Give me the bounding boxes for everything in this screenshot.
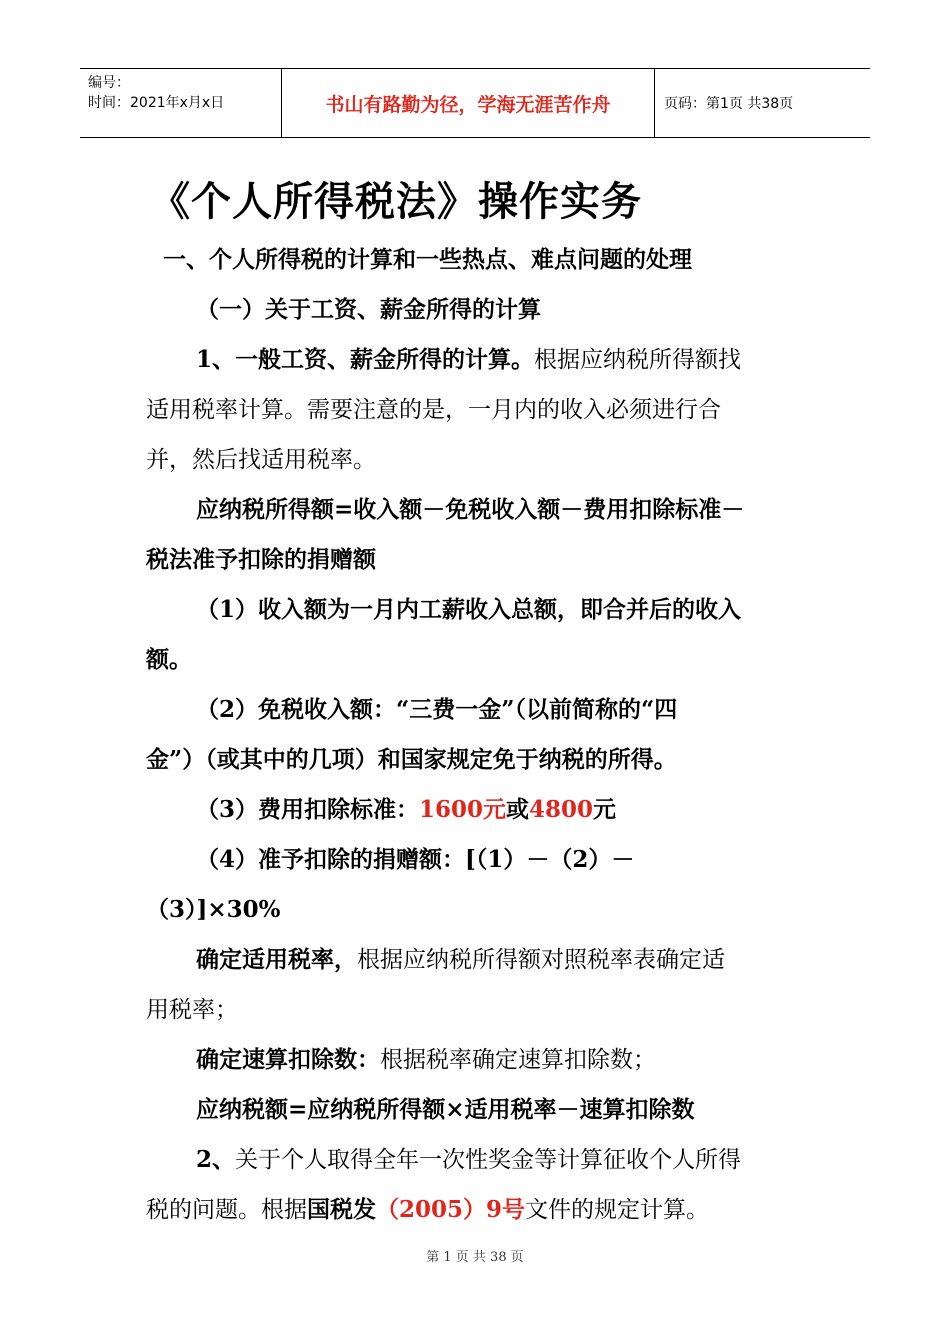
formula-line: 应纳税所得额=收入额－免税收入额－费用扣除标准－ bbox=[196, 496, 745, 523]
list-item: 金”）（或其中的几项）和国家规定免于纳税的所得。 bbox=[146, 746, 677, 773]
step-heading: 确定适用税率， bbox=[196, 946, 357, 973]
paragraph-text: 文件的规定计算。 bbox=[525, 1197, 710, 1223]
paragraph-text: 根据应纳税所得额找 bbox=[534, 347, 742, 373]
list-item-text: 或 bbox=[506, 796, 530, 823]
document-reference: 国税发 bbox=[307, 1196, 376, 1223]
highlight-value: 4800 bbox=[529, 796, 594, 823]
paragraph-text: 根据应纳税所得额对照税率表确定适 bbox=[357, 947, 725, 973]
list-item: 额。 bbox=[146, 646, 192, 673]
paragraph-text: 根据税率确定速算扣除数； bbox=[380, 1047, 656, 1073]
subsection-heading: （一）关于工资、薪金所得的计算 bbox=[196, 296, 541, 323]
formula-line: 应纳税额=应纳税所得额×适用税率－速算扣除数 bbox=[196, 1096, 695, 1123]
paragraph-line bbox=[146, 1196, 709, 1224]
highlight-value: 1600元 bbox=[419, 796, 507, 823]
paragraph-text: 税的问题。根据 bbox=[146, 1197, 307, 1223]
list-item bbox=[196, 796, 616, 824]
paragraph-line: 用税率； bbox=[146, 997, 238, 1023]
list-item-text: （3）费用扣除标准： bbox=[196, 796, 420, 823]
time-label: 时间：2021年x月x日 bbox=[88, 95, 225, 111]
document-title: 《个人所得税法》操作实务 bbox=[150, 178, 642, 225]
paragraph-text: 关于个人取得全年一次性奖金等计算征收个人所得 bbox=[235, 1147, 742, 1173]
header-motto: 书山有路勤为径，学海无涯苦作舟 bbox=[325, 93, 611, 116]
number-label: 编号： bbox=[88, 75, 130, 91]
item-heading: 1、一般工资、薪金所得的计算。 bbox=[196, 346, 535, 373]
formula-line: 税法准予扣除的捐赠额 bbox=[146, 546, 376, 573]
list-item: （1）收入额为一月内工薪收入总额，即合并后的收入 bbox=[196, 596, 742, 623]
document-number: （2005）9号 bbox=[376, 1196, 526, 1223]
header-divider bbox=[654, 69, 655, 137]
header-meta bbox=[88, 73, 224, 113]
list-item: （2）免税收入额：“三费一金”（以前简称的“四 bbox=[196, 696, 678, 723]
list-item: （4）准予扣除的捐赠额：[（1）－（2）－ bbox=[196, 846, 635, 873]
paragraph-line bbox=[196, 346, 741, 374]
section-heading: 一、个人所得税的计算和一些热点、难点问题的处理 bbox=[163, 246, 692, 273]
step-heading: 确定速算扣除数： bbox=[196, 1046, 380, 1073]
paragraph-line: 适用税率计算。需要注意的是，一月内的收入必须进行合 bbox=[146, 397, 721, 423]
paragraph-line bbox=[196, 946, 725, 974]
list-item-text: 元 bbox=[593, 796, 617, 823]
paragraph-line bbox=[196, 1046, 656, 1074]
list-item: （3）]×30% bbox=[146, 896, 281, 923]
header-page-info: 页码：第1页 共38页 bbox=[664, 96, 794, 112]
paragraph-line: 并，然后找适用税率。 bbox=[146, 447, 376, 473]
item-heading: 2、 bbox=[196, 1146, 236, 1173]
page-header bbox=[80, 68, 870, 138]
paragraph-line bbox=[196, 1146, 741, 1174]
page-footer: 第 1 页 共 38 页 bbox=[426, 1250, 524, 1265]
